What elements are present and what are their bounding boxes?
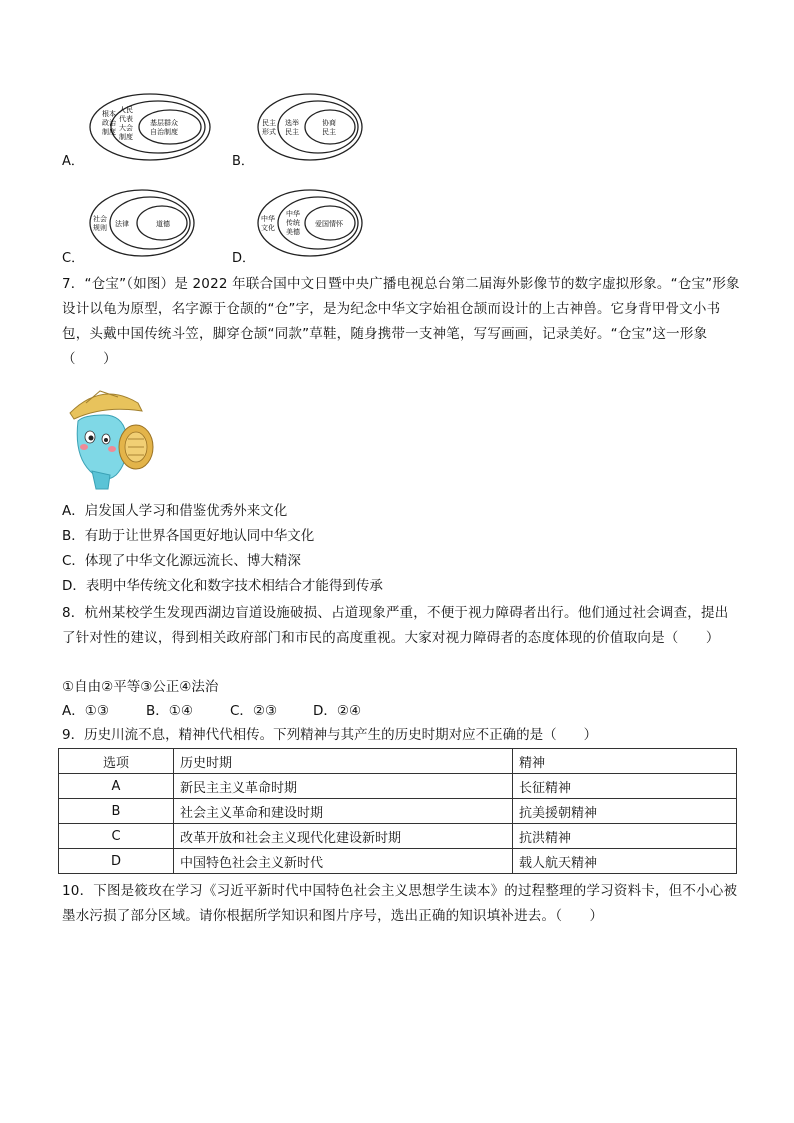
table-cell: 改革开放和社会主义现代化建设新时期 (174, 824, 513, 849)
venn-c-middle-text: 法律 (115, 220, 129, 228)
svg-text:民主: 民主 (285, 128, 299, 136)
option-d-label: D． (232, 251, 256, 266)
q8-items: ①自由②平等③公正④法治 (62, 679, 219, 695)
cangbao-mascot-image (64, 385, 158, 499)
q7-choice-d[interactable]: D．表明中华传统文化和数字技术相结合才能得到传承 (62, 578, 383, 594)
q8-choice-c[interactable]: C．②③ (230, 703, 278, 719)
venn-a-outer-text: 根本 (102, 110, 116, 118)
q8-choice-d[interactable]: D．②④ (313, 703, 362, 719)
q9-table (58, 748, 737, 874)
svg-text:美德: 美德 (286, 228, 300, 236)
question-9-stem: 9．历史川流不息，精神代代相传。下列精神与其产生的历史时期对应不正确的是（ ） (62, 727, 598, 743)
q8-choice-b[interactable]: B．①④ (146, 703, 193, 719)
table-row (59, 849, 737, 874)
svg-text:制度: 制度 (102, 128, 116, 136)
svg-text:政治: 政治 (102, 119, 116, 127)
svg-text:文化: 文化 (261, 224, 275, 232)
table-cell: B (59, 799, 174, 824)
question-7-stem: 7．“仓宝”（如图）是 2022 年联合国中文日暨中央广播电视总台第二届海外影像节的数字虚拟形象。“仓宝”形象设计以龟为原型，名字源于仓颉的“仓”字，是为纪念中华文字始祖仓颉而设计的上古神兽。它身背甲骨文小书包，头戴中国传统斗笠，脚穿仓颉“同款”草鞋，随身携带一支神笔，写写画画，记录美好。“仓宝”这一形象（ ） (62, 276, 740, 367)
table-row (59, 774, 737, 799)
svg-text:规则: 规则 (93, 224, 107, 232)
table-row (59, 824, 737, 849)
table-header-cell: 选项 (59, 749, 174, 774)
table-cell: D (59, 849, 174, 874)
venn-diagram-c (88, 188, 198, 262)
svg-text:民主: 民主 (322, 128, 336, 136)
option-c-label: C． (62, 251, 85, 266)
q8-choice-a[interactable]: A．①③ (62, 703, 109, 719)
venn-a-inner-text: 基层群众 (150, 119, 178, 127)
venn-b-outer-text: 民主 (262, 119, 276, 127)
table-cell: 载人航天精神 (513, 849, 737, 874)
table-header-row (59, 749, 737, 774)
table-cell: C (59, 824, 174, 849)
table-cell: 抗美援朝精神 (513, 799, 737, 824)
table-cell: 社会主义革命和建设时期 (174, 799, 513, 824)
q7-choice-a[interactable]: A．启发国人学习和借鉴优秀外来文化 (62, 503, 288, 519)
table-row (59, 799, 737, 824)
q7-choice-b[interactable]: B．有助于让世界各国更好地认同中华文化 (62, 528, 315, 544)
venn-b-middle-text: 选举 (285, 119, 299, 127)
svg-text:代表: 代表 (119, 115, 133, 123)
venn-d-inner-text: 爱国情怀 (315, 220, 343, 228)
svg-text:自治制度: 自治制度 (150, 128, 178, 136)
venn-diagram-a (88, 92, 213, 166)
question-8-stem: 8．杭州某校学生发现西湖边盲道设施破损、占道现象严重，不便于视力障碍者出行。他们通过社会调查，提出了针对性的建议，得到相关政府部门和市民的高度重视。大家对视力障碍者的态度体现的价值取向是（ ） (62, 605, 729, 646)
svg-text:形式: 形式 (262, 128, 276, 136)
table-cell: 长征精神 (513, 774, 737, 799)
q7-choice-c[interactable]: C．体现了中华文化源远流长、博大精深 (62, 553, 301, 569)
table-cell: 中国特色社会主义新时代 (174, 849, 513, 874)
table-cell: 抗洪精神 (513, 824, 737, 849)
option-a-label: A． (62, 154, 84, 169)
table-header-cell: 历史时期 (174, 749, 513, 774)
svg-text:传统: 传统 (286, 219, 300, 227)
venn-diagram-b (256, 92, 366, 166)
venn-c-outer-text: 社会 (93, 215, 107, 223)
svg-text:大会: 大会 (119, 124, 133, 132)
venn-c-inner-text: 道德 (156, 220, 170, 228)
venn-a-middle-text: 人民 (119, 106, 133, 114)
question-10-stem: 10．下图是筱玫在学习《习近平新时代中国特色社会主义思想学生读本》的过程整理的学习资料卡，但不小心被墨水污损了部分区域。请你根据所学知识和图片序号，选出正确的知识填补进去。（ ） (62, 883, 738, 924)
venn-diagram-d (256, 188, 366, 262)
venn-b-inner-text: 协商 (322, 119, 336, 127)
venn-d-outer-text: 中华 (261, 215, 275, 223)
table-header-cell: 精神 (513, 749, 737, 774)
option-b-label: B． (232, 154, 254, 169)
table-cell: 新民主主义革命时期 (174, 774, 513, 799)
svg-text:制度: 制度 (119, 133, 133, 141)
table-cell: A (59, 774, 174, 799)
venn-d-middle-text: 中华 (286, 210, 300, 218)
